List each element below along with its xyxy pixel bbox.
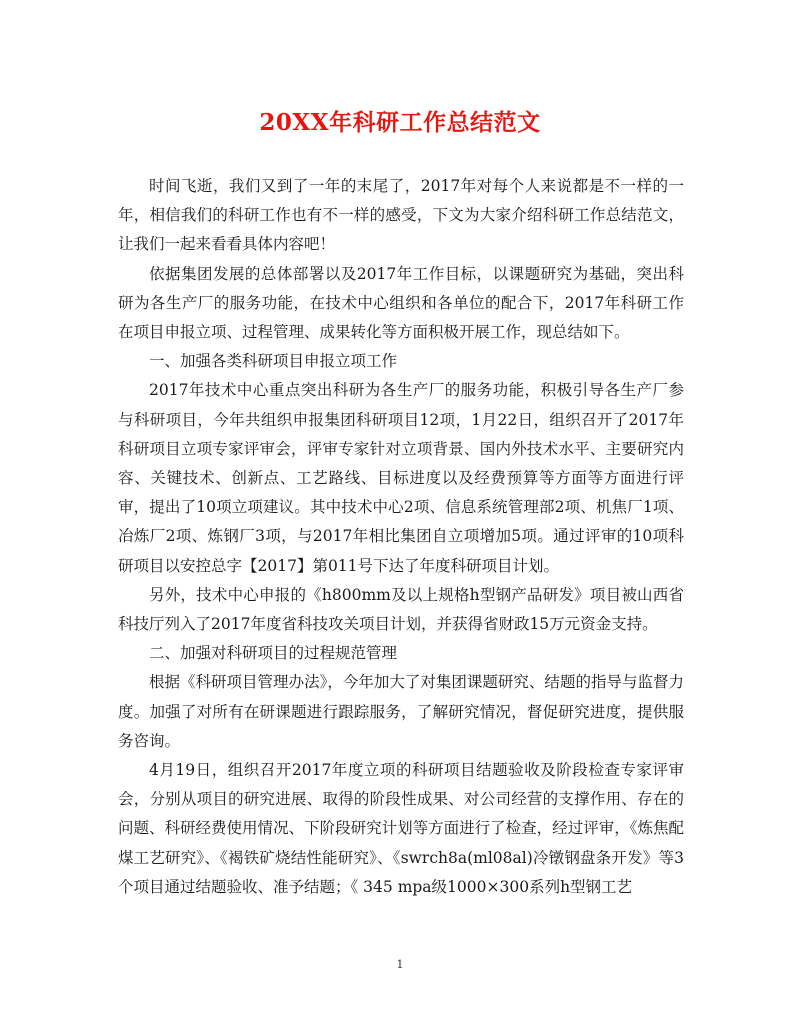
page-number: 1 bbox=[396, 958, 404, 971]
paragraph-section-2-review: 4月19日，组织召开2017年度立项的科研项目结题验收及阶段检查专家评审会，分别从项目的研究进展、取得的阶段性成果、对公司经营的支撑作用、存在的问题、科研经费使用情况、下阶段研究计划等方面进行了检查，经过评审，《炼焦配煤工艺研究》、《褐铁矿烧结性能研究》、《swrch8a(ml08al)冷镦钢盘条开发》等3个项目通过结题验收、准予结题；《 345 mpa级1000×300系列h型钢工艺 bbox=[118, 761, 684, 896]
paragraph-section-1: 2017年技术中心重点突出科研为各生产厂的服务功能，积极引导各生产厂参与科研项目，今年共组织申报集团科研项目12项，1月22日，组织召开了2017年科研项目立项专家评审会，评审专家针对立项背景、国内外技术水平、主要研究内容、关键技术、创新点、工艺路线、目标进度以及经费预算等方面等方面进行评审，提出了10项立项建议。其中技术中心2项、信息系统管理部2项、机焦厂1项、冶炼厂2项、炼钢厂3项，与2017年相比集团自立项增加5项。通过评审的10项科研项目以安控总字【2017】第011号下达了年度科研项目计划。 bbox=[118, 381, 684, 575]
paragraph-section-1-extra: 另外，技术中心申报的《h800mm及以上规格h型钢产品研发》项目被山西省科技厅列入了2017年度省科技攻关项目计划，并获得省财政15万元资金支持。 bbox=[118, 585, 684, 634]
paragraph-overview: 依据集团发展的总体部署以及2017年工作目标，以课题研究为基础，突出科研为各生产厂的服务功能，在技术中心组织和各单位的配合下，2017年科研工作在项目申报立项、过程管理、成果转化等方面积极开展工作，现总结如下。 bbox=[118, 264, 684, 342]
paragraph-section-2: 根据《科研项目管理办法》，今年加大了对集团课题研究、结题的指导与监督力度。加强了对所有在研课题进行跟踪服务，了解研究情况，督促研究进度，提供服务咨询。 bbox=[118, 673, 684, 750]
paragraph-intro: 时间飞逝，我们又到了一年的末尾了，2017年对每个人来说都是不一样的一年，相信我们的科研工作也有不一样的感受，下文为大家介绍科研工作总结范文，让我们一起来看看具体内容吧！ bbox=[118, 177, 684, 254]
document-title: 20XX年科研工作总结范文 bbox=[259, 109, 541, 136]
document-body bbox=[118, 172, 684, 902]
section-heading-2: 二、加强对科研项目的过程规范管理 bbox=[149, 644, 398, 663]
section-heading-1: 一、加强各类科研项目申报立项工作 bbox=[149, 352, 398, 371]
